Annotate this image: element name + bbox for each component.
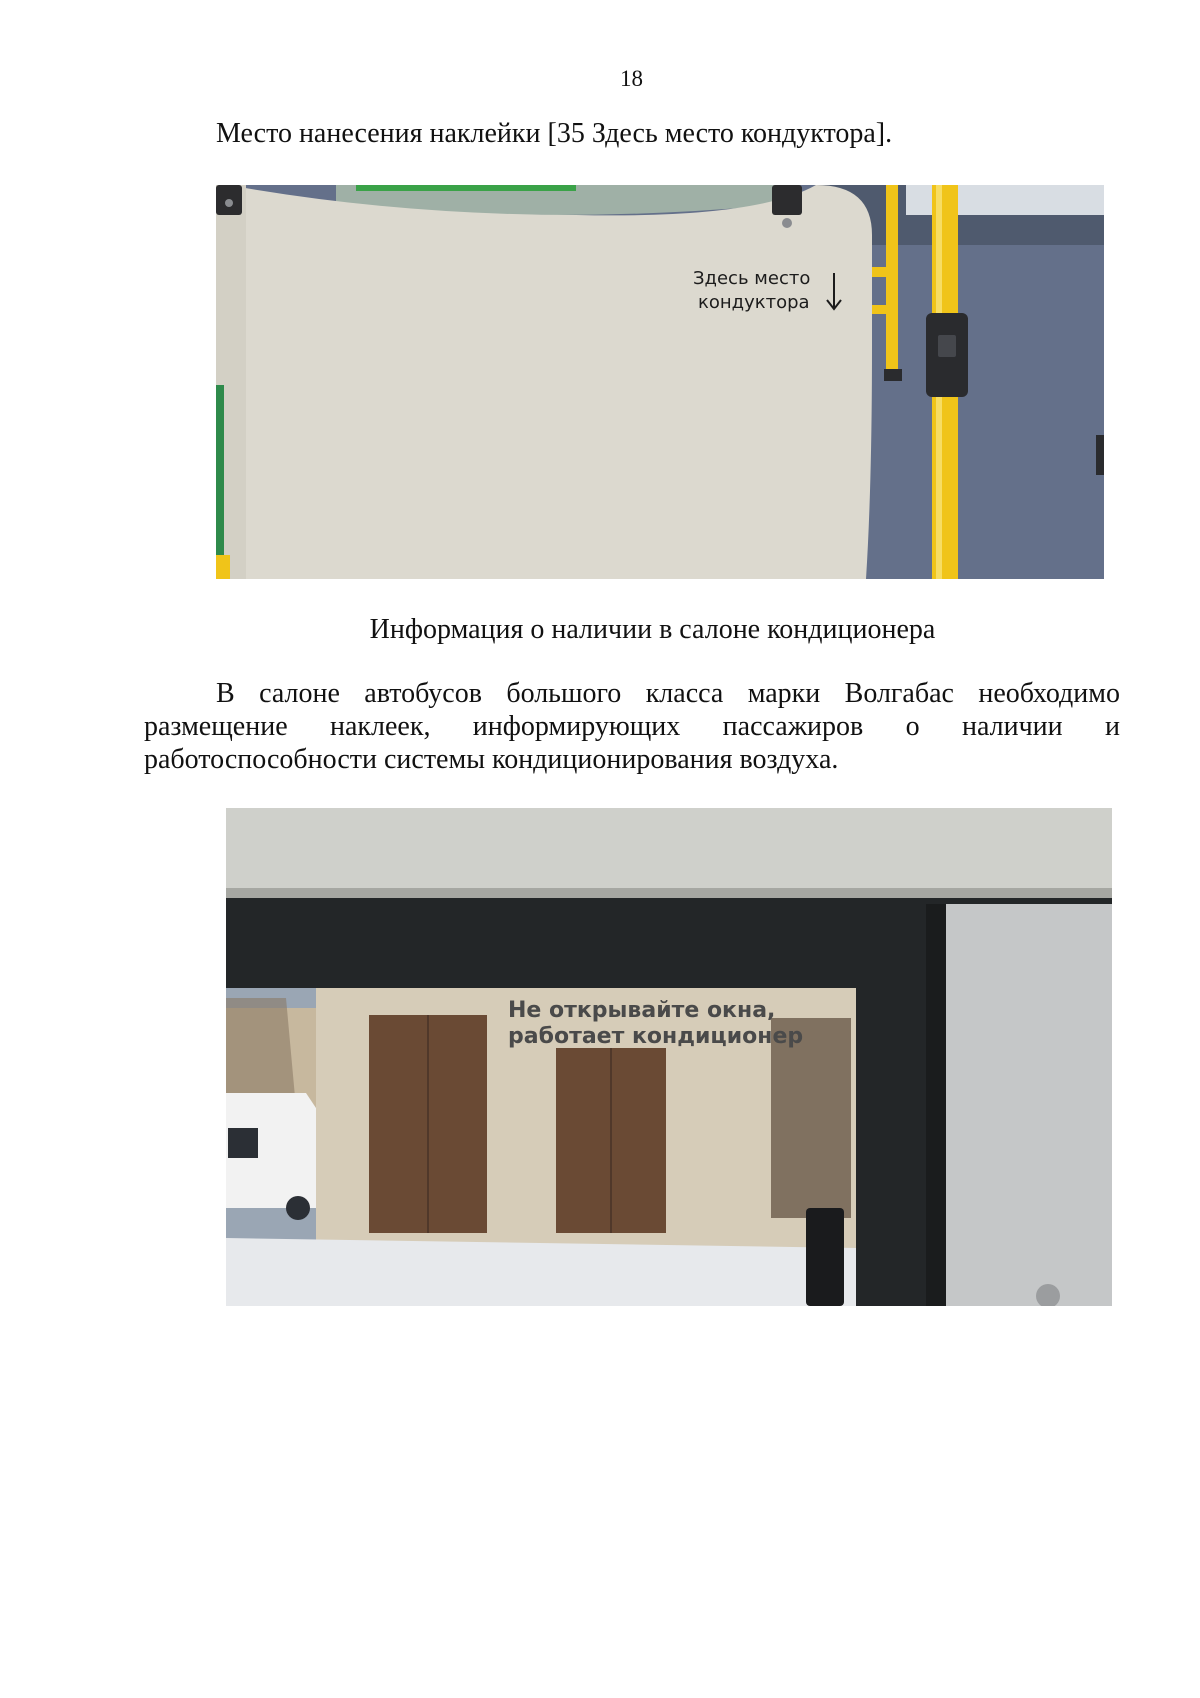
paragraph-line: В салоне автобусов большого класса марки Волгабас необходимо bbox=[216, 678, 1120, 709]
air-conditioning-paragraph bbox=[144, 677, 1120, 776]
page-number: 18 bbox=[620, 66, 643, 91]
conductor-seat-photo bbox=[216, 185, 1104, 579]
window-sticker-text-1: Не открывайте окна, bbox=[508, 998, 776, 1023]
paragraph-line: размещение наклеек, информирующих пассажиров о наличии и bbox=[144, 711, 1120, 742]
conductor-sticker-text-1: Здесь место bbox=[693, 268, 811, 289]
sticker-location-caption: Место нанесения наклейки [35 Здесь место кондуктора]. bbox=[216, 118, 893, 149]
air-conditioning-heading: Информация о наличии в салоне кондиционера bbox=[369, 614, 936, 645]
conductor-sticker-text-2: кондуктора bbox=[698, 292, 810, 313]
paragraph-line: работоспособности системы кондиционирования воздуха. bbox=[144, 744, 839, 775]
bus-window-photo bbox=[226, 808, 1112, 1306]
window-sticker-text-2: работает кондиционер bbox=[508, 1024, 804, 1049]
